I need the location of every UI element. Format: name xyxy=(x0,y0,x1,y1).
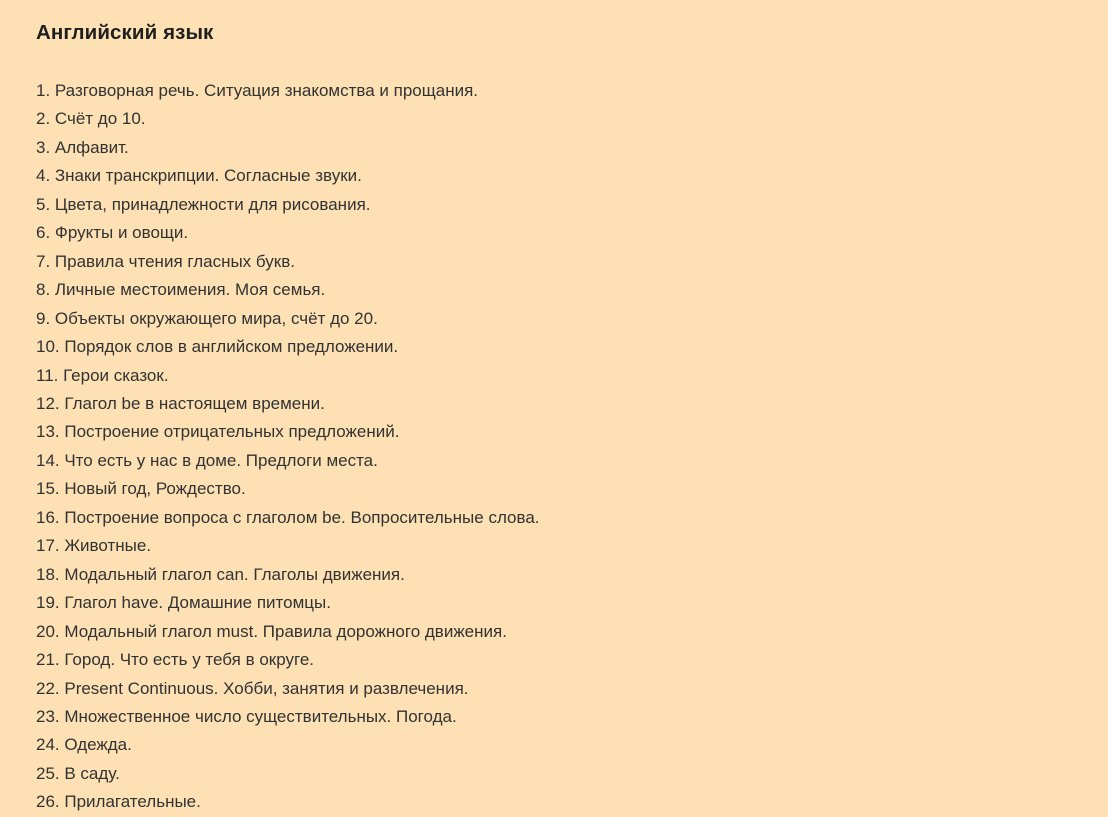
list-item: 7. Правила чтения гласных букв. xyxy=(36,251,295,271)
list-item: 4. Знаки транскрипции. Согласные звуки. xyxy=(36,166,362,186)
list-item: 14. Что есть у нас в доме. Предлоги места. xyxy=(36,450,378,470)
list-item: 24. Одежда. xyxy=(36,735,132,755)
list-item: 12. Глагол be в настоящем времени. xyxy=(36,393,325,413)
list-item: 19. Глагол have. Домашние питомцы. xyxy=(36,593,331,613)
list-item: 23. Множественное число существительных. Погода. xyxy=(36,706,457,726)
list-item: 9. Объекты окружающего мира, счёт до 20. xyxy=(36,308,378,328)
topic-list xyxy=(36,77,1072,817)
list-item: 2. Счёт до 10. xyxy=(36,109,146,129)
list-item: 10. Порядок слов в английском предложении. xyxy=(36,337,399,357)
list-item: 22. Present Continuous. Хобби, занятия и развлечения. xyxy=(36,678,469,698)
list-item: 25. В саду. xyxy=(36,763,120,783)
list-item: 26. Прилагательные. xyxy=(36,792,201,812)
list-item: 6. Фрукты и овощи. xyxy=(36,223,189,243)
list-item: 13. Построение отрицательных предложений. xyxy=(36,422,400,442)
list-item: 18. Модальный глагол can. Глаголы движения. xyxy=(36,564,405,584)
list-item: 21. Город. Что есть у тебя в округе. xyxy=(36,650,314,670)
list-item: 11. Герои сказок. xyxy=(36,365,169,385)
list-item: 17. Животные. xyxy=(36,536,152,556)
list-item: 16. Построение вопроса с глаголом be. Вопросительные слова. xyxy=(36,507,540,527)
list-item: 3. Алфавит. xyxy=(36,137,129,157)
page-title: Английский язык xyxy=(36,21,214,44)
list-item: 20. Модальный глагол must. Правила дорожного движения. xyxy=(36,621,507,641)
list-item: 15. Новый год, Рождество. xyxy=(36,479,246,499)
list-item: 8. Личные местоимения. Моя семья. xyxy=(36,280,326,300)
list-item: 5. Цвета, принадлежности для рисования. xyxy=(36,194,371,214)
list-item: 1. Разговорная речь. Ситуация знакомства и прощания. xyxy=(36,81,479,100)
